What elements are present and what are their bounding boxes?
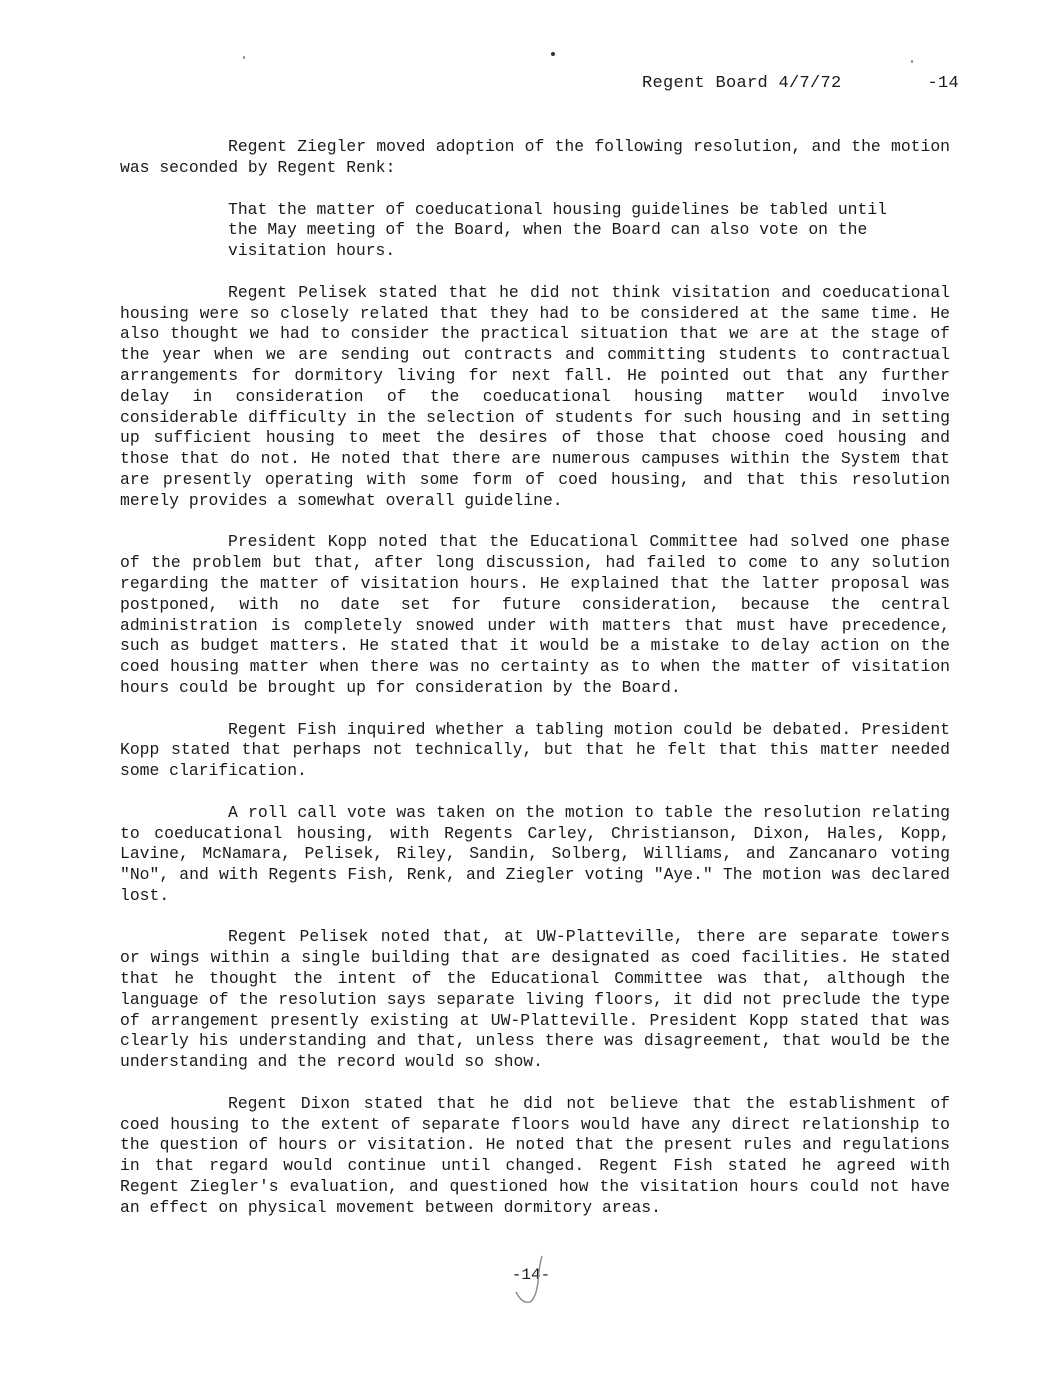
handwritten-check-mark	[508, 1252, 548, 1310]
resolution-quote: That the matter of coeducational housing guidelines be tabled until the May meeting of the Board, when the Board can also vote on the visitation hours.	[228, 199, 888, 261]
scan-speck	[551, 52, 555, 56]
scan-speck	[243, 56, 245, 59]
paragraph-fish-inquiry: Regent Fish inquired whether a tabling motion could be debated. President Kopp stated that perhaps not technically, but that he felt that this matter needed some clarification.	[120, 719, 950, 781]
paragraph-pelisek-statement: Regent Pelisek stated that he did not think visitation and coeducational housing were so closely related that they had to be considered at the same time. He also thought we had to consider the practical situation that we are at the stage of the year when we are sending out contracts and committing students to contractual arrangements for dormitory living for next fall. He pointed out that any further delay in consideration of the coeducational housing matter would involve considerable difficulty in the selection of students for such housing and in setting up sufficient housing to meet the desires of those that choose coed housing and those that do not. He noted that there are numerous campuses within the System that are presently operating with some form of coed housing, and that this resolution merely provides a somewhat overall guideline.	[120, 282, 950, 510]
paragraph-kopp-statement: President Kopp noted that the Educational Committee had solved one phase of the problem but that, after long discussion, had failed to come to any solution regarding the matter of visitation hours. He explained that the latter proposal was postponed, with no date set for future consideration, because the central administration is completely snowed under with matters that must have precedence, such as budget matters. He stated that it would be a mistake to delay action on the coed housing matter when there was no certainty as to when the matter of visitation hours could be brought up for consideration by the Board.	[120, 532, 950, 697]
scan-speck	[911, 60, 913, 63]
paragraph-dixon-statement: Regent Dixon stated that he did not believe that the establishment of coed housing to the extent of separate floors would have any direct relationship to the question of hours or visitation. He noted that the present rules and regulations in that regard would continue until changed. Regent Fish stated he agreed with Regent Ziegler's evaluation, and questioned how the visitation hours could not have an effect on physical movement between dormitory areas.	[120, 1093, 950, 1217]
header-title: Regent Board 4/7/72	[642, 74, 842, 93]
page-footer-number: -14-	[511, 1266, 551, 1284]
page-header	[642, 74, 959, 93]
paragraph-roll-call-vote: A roll call vote was taken on the motion to table the resolution relating to coeducational housing, with Regents Carley, Christianson, Dixon, Hales, Kopp, Lavine, McNamara, Pelisek, Riley, Sandin, Solberg, Williams, and Zancanaro voting "No", and with Regents Fish, Renk, and Ziegler voting "Aye." The motion was declared lost.	[120, 802, 950, 905]
paragraph-platteville-note: Regent Pelisek noted that, at UW-Platteville, there are separate towers or wings within a single building that are designated as coed facilities. He stated that he thought the intent of the Educational Committee was that, although the language of the resolution says separate living floors, it did not preclude the type of arrangement presently existing at UW-Platteville. President Kopp stated that was clearly his understanding and that, unless there was disagreement, that would be the understanding and the record would so show.	[120, 927, 950, 1072]
paragraph-motion: Regent Ziegler moved adoption of the following resolution, and the motion was seconded by Regent Renk:	[120, 137, 950, 177]
header-page-number: -14	[927, 74, 960, 93]
document-body	[120, 137, 950, 1239]
